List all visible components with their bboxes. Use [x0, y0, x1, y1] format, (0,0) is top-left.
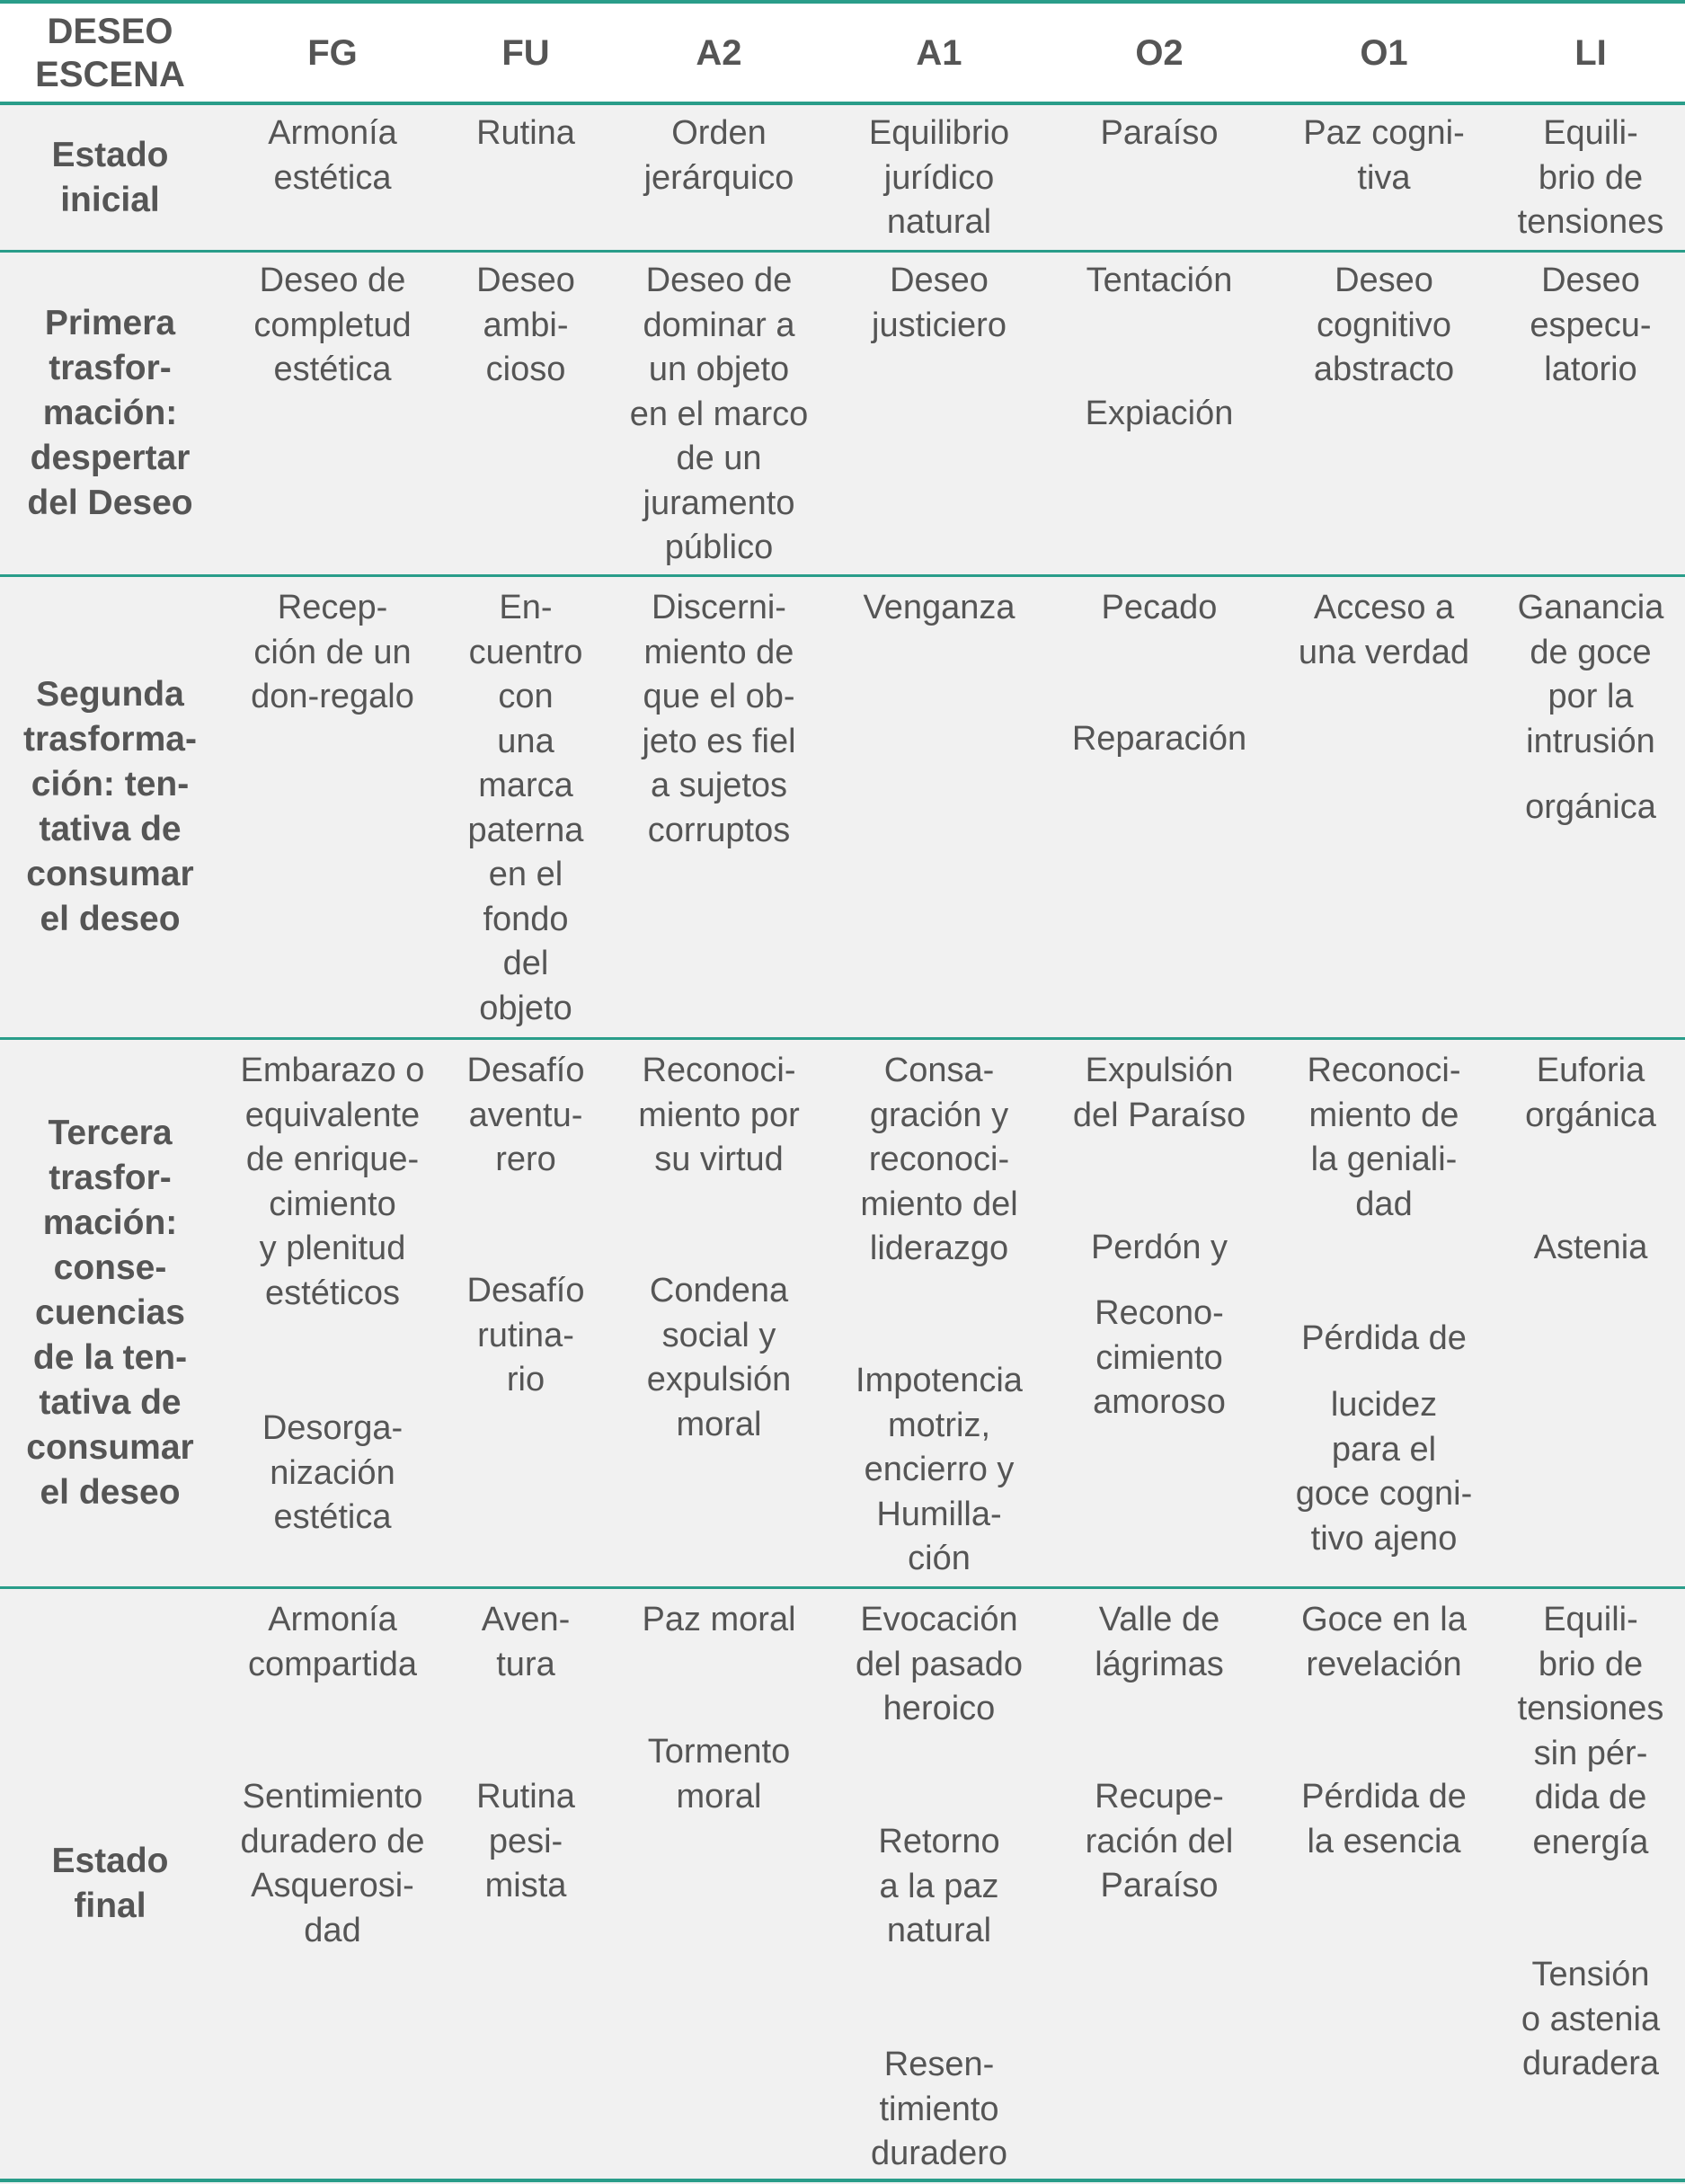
- table-cell: [220, 111, 445, 246]
- table-cell: [445, 111, 607, 246]
- cell-text: Paz cogni- tiva: [1303, 114, 1465, 197]
- cell-text: Sentimiento duradero de Asquerosi- dad: [240, 1778, 425, 1949]
- cell-text: Tensión o astenia duradera: [1521, 1956, 1661, 2082]
- cell-text: Deseo especu- latorio: [1530, 262, 1652, 388]
- table-cell: [1496, 1598, 1685, 2177]
- row-divider: [0, 250, 1685, 253]
- table-cell: [1272, 1598, 1496, 2177]
- table-cell: [1272, 586, 1496, 1035]
- row-divider: [0, 574, 1685, 577]
- cell-text: Desafío aventu- rero: [466, 1052, 585, 1178]
- cell-text: Evocación del pasado heroico: [856, 1601, 1023, 1727]
- cell-text: Deseo de dominar a un objeto en el marco de un juramento público: [629, 262, 809, 566]
- cell-text: Impotencia motriz, encierro y Humilla- ción: [856, 1362, 1023, 1577]
- header-col-a2: A2: [696, 33, 742, 73]
- table-cell: [1272, 1049, 1496, 1585]
- table-cell: [1272, 259, 1496, 573]
- cell-text: lucidez para el goce cogni- tivo ajeno: [1295, 1386, 1473, 1558]
- table-cell: [1496, 1049, 1685, 1585]
- cell-text: Recono- cimiento amoroso: [1093, 1294, 1226, 1421]
- cell-text: Expulsión del Paraíso: [1072, 1052, 1246, 1134]
- table-cell: [831, 111, 1047, 246]
- cell-text: Equili- brio de tensiones: [1517, 114, 1664, 241]
- cell-text: Acceso a una verdad: [1298, 589, 1470, 671]
- cell-text: Consa- gración y reconoci- miento del liderazgo: [860, 1052, 1018, 1267]
- table-cell: [1496, 111, 1685, 246]
- cell-text: Reparación: [1071, 720, 1247, 758]
- table-cell: [1496, 586, 1685, 1035]
- cell-text: Ganancia de goce por la intrusión: [1517, 589, 1664, 760]
- table-cell: [220, 259, 445, 573]
- cell-text: Aven- tura: [481, 1601, 571, 1683]
- header-corner: DESEO ESCENA: [35, 12, 185, 94]
- table-cell: [607, 586, 831, 1035]
- cell-text: En- cuentro con una marca paterna en el fondo del objeto: [467, 589, 584, 1027]
- cell-text: Resen- timiento duradero: [870, 2046, 1008, 2172]
- table-cell: [1047, 1598, 1272, 2177]
- cell-text: Deseo cognitivo abstracto: [1313, 262, 1455, 388]
- table-cell: [607, 1598, 831, 2177]
- cell-text: Paraíso: [1100, 114, 1219, 152]
- cell-text: Expiación: [1085, 395, 1234, 432]
- cell-text: Recep- ción de un don-regalo: [251, 589, 414, 715]
- table-cell: [445, 1049, 607, 1585]
- header-col-a1: A1: [916, 33, 962, 73]
- table-cell: [1272, 111, 1496, 246]
- bottom-rule: [0, 2179, 1685, 2182]
- cell-text: Desorga- nización estética: [262, 1409, 404, 1536]
- cell-text: Rutina: [476, 114, 575, 152]
- cell-text: Armonía compartida: [248, 1601, 417, 1683]
- table-cell: [607, 259, 831, 573]
- cell-text: Deseo justiciero: [872, 262, 1007, 344]
- table-cell: [220, 1598, 445, 2177]
- header-col-fg: FG: [307, 33, 358, 73]
- cell-text: Tentación: [1086, 262, 1233, 299]
- cell-text: Deseo de completud estética: [253, 262, 412, 388]
- table-cell: [1047, 111, 1272, 246]
- cell-text: Pérdida de: [1301, 1319, 1467, 1357]
- cell-text: Pérdida de la esencia: [1301, 1778, 1467, 1860]
- table-cell: [1047, 1049, 1272, 1585]
- cell-text: orgánica: [1525, 788, 1656, 826]
- table-cell: [607, 111, 831, 246]
- cell-text: Discerni- miento de que el ob- jeto es fiel a sujetos corruptos: [642, 589, 796, 849]
- cell-text: Venganza: [863, 589, 1015, 626]
- table-cell: [445, 1598, 607, 2177]
- row-label-tercera-trasformacion: Tercera trasfor- mación: conse- cuencias de la ten- tativa de consumar el deseo: [26, 1114, 194, 1512]
- cell-text: Retorno a la paz natural: [878, 1823, 1000, 1949]
- cell-text: Armonía estética: [268, 114, 397, 197]
- table-cell: [831, 1049, 1047, 1585]
- header-col-o2: O2: [1135, 33, 1184, 73]
- header-col-fu: FU: [501, 33, 550, 73]
- cell-text: Condena social y expulsión moral: [646, 1272, 792, 1443]
- table-cell: [831, 586, 1047, 1035]
- table-cell: [607, 1049, 831, 1585]
- table-cell: [831, 259, 1047, 573]
- row-label-primera-trasformacion: Primera trasfor- mación: despertar del Deseo: [27, 304, 193, 522]
- cell-text: Tormento moral: [647, 1733, 791, 1816]
- cell-text: Valle de lágrimas: [1095, 1601, 1224, 1683]
- row-label-estado-final: Estado final: [51, 1842, 169, 1925]
- cell-text: Desafío rutina- rio: [466, 1272, 585, 1398]
- cell-text: Reconoci- miento por su virtud: [638, 1052, 800, 1178]
- cell-text: Paz moral: [642, 1601, 796, 1638]
- cell-text: Goce en la revelación: [1301, 1601, 1467, 1683]
- cell-text: Equili- brio de tensiones sin pér- dida de energía: [1517, 1601, 1664, 1861]
- row-divider: [0, 1037, 1685, 1040]
- table-cell: [831, 1598, 1047, 2177]
- cell-text: Recupe- ración del Paraíso: [1085, 1778, 1234, 1904]
- cell-text: Deseo ambi- cioso: [476, 262, 575, 388]
- table-cell: [220, 586, 445, 1035]
- cell-text: Perdón y: [1090, 1229, 1228, 1266]
- row-label-segunda-trasformacion: Segunda trasforma- ción: ten- tativa de consumar el deseo: [23, 675, 197, 938]
- table-cell: [1047, 586, 1272, 1035]
- table-cell: [220, 1049, 445, 1585]
- row-label-estado-inicial: Estado inicial: [51, 135, 169, 219]
- table-cell: [445, 586, 607, 1035]
- cell-text: Rutina pesi- mista: [476, 1778, 575, 1904]
- cell-text: Reconoci- miento de la geniali- dad: [1307, 1052, 1461, 1223]
- header-col-li: LI: [1574, 33, 1607, 73]
- cell-text: Euforia orgánica: [1525, 1052, 1656, 1134]
- table-cell: [445, 259, 607, 573]
- cell-text: Orden jerárquico: [643, 114, 794, 197]
- cell-text: Embarazo o equivalente de enrique- cimiento y plenitud estéticos: [240, 1052, 425, 1312]
- row-divider: [0, 1586, 1685, 1589]
- cell-text: Astenia: [1533, 1229, 1648, 1266]
- table-cell: [1496, 259, 1685, 573]
- header-col-o1: O1: [1360, 33, 1408, 73]
- cell-text: Pecado: [1101, 589, 1218, 626]
- table-cell: [1047, 259, 1272, 573]
- cell-text: Equilibrio jurídico natural: [868, 114, 1010, 241]
